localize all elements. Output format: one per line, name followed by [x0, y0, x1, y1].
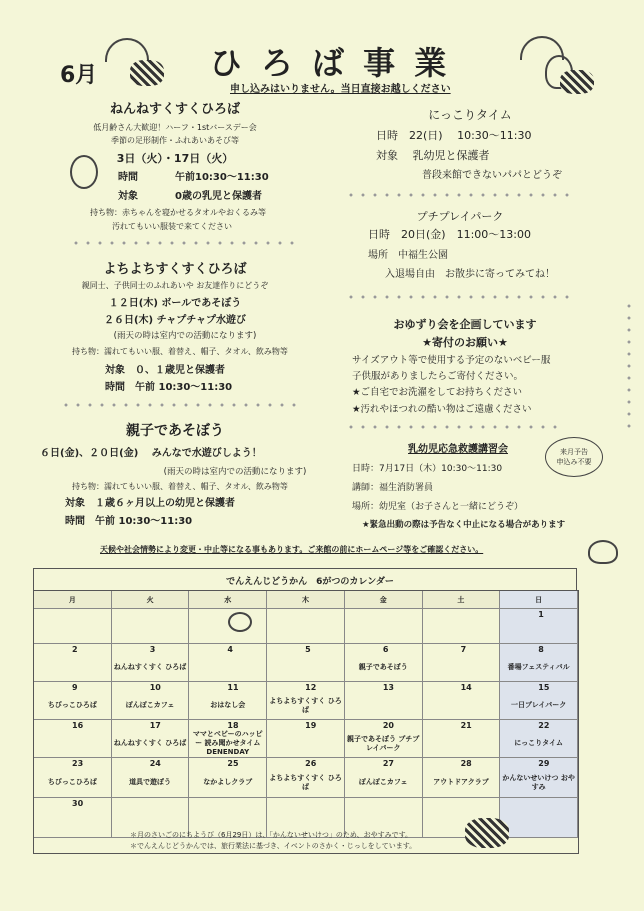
- nenne-desc1: 低月齢さん大歓迎！ハーフ・1stバースデー会: [93, 123, 257, 132]
- calendar-weekday-header: 木: [267, 591, 345, 609]
- oyako-target: 対象 １歳６ヶ月以上の幼児と保護者: [65, 498, 235, 509]
- calendar-footer1: ＊月のさいごのにちようび（6月29日）は、「かんないせいけつ」のため、おやすみです。: [130, 831, 413, 839]
- calendar-event: にっこりタイム: [514, 739, 563, 748]
- calendar-day-cell: [34, 609, 112, 644]
- calendar-day-cell: [500, 682, 578, 720]
- calendar-event: ぽんぽこカフェ: [125, 701, 175, 710]
- puchi-date: 日時 20日(金) 11:00～13:00: [368, 228, 531, 241]
- calendar-day-number: 5: [305, 645, 311, 654]
- month-label: 6月: [60, 63, 98, 88]
- calendar-day-number: 4: [227, 645, 233, 654]
- calendar-day-cell: [500, 609, 578, 644]
- nikkori-note: 普段来館できないパパとどうぞ: [422, 170, 562, 181]
- calendar-event: アウトドアクラブ: [433, 778, 489, 787]
- calendar-day-cell: [267, 682, 345, 720]
- calendar-day-number: 14: [460, 683, 472, 692]
- calendar-day-number: 30: [72, 799, 84, 808]
- calendar-event: ちびっこひろば: [47, 778, 97, 787]
- yochi-rain: (雨天の時は室内での活動になります): [113, 331, 257, 341]
- nenne-target: 0歳の乳児と保護者: [175, 191, 262, 202]
- calendar-day-cell: [189, 682, 267, 720]
- calendar-weekday-header: 日: [500, 591, 578, 609]
- kyukyu-place: 場所：幼児室（お子さんと一緒にどうぞ）: [352, 502, 524, 512]
- calendar-day-number: 9: [72, 683, 78, 692]
- kyukyu-badge: [545, 437, 603, 477]
- puchi-note: 入退場自由 お散歩に寄ってみてね！: [385, 269, 555, 280]
- calendar-event: 道具で遊ぼう: [129, 778, 172, 787]
- calendar-day-number: 19: [305, 721, 317, 730]
- calendar-day-number: 6: [382, 645, 389, 654]
- calendar-event: ねんねすくすく ひろば: [113, 739, 187, 748]
- calendar-weekday-header: 水: [189, 591, 267, 609]
- oyuzuri-line4: ★汚れやほつれの酷い物はご遠慮ください: [352, 404, 532, 415]
- calendar-title: でんえんじどうかん 6がつのカレンダー: [226, 577, 394, 587]
- calendar-day-cell: [423, 720, 501, 758]
- divider-dots: [345, 422, 565, 432]
- calendar-day-cell: [189, 758, 267, 798]
- calendar-day-cell: [34, 682, 112, 720]
- nenne-time-label: 時間: [118, 172, 138, 183]
- puchi-place: 場所 中福生公園: [368, 250, 448, 261]
- calendar-day-cell: [423, 644, 501, 682]
- page-title: ひ ろ ば 事 業: [209, 44, 451, 82]
- calendar-day-cell: [500, 758, 578, 798]
- calendar-weekday-header: 金: [345, 591, 423, 609]
- calendar-day-cell: [345, 609, 423, 644]
- calendar-day-number: 21: [460, 721, 472, 730]
- calendar-day-cell: [500, 720, 578, 758]
- calendar-day-number: 29: [538, 759, 550, 768]
- calendar-day-cell: [112, 609, 190, 644]
- calendar-day-number: 28: [460, 759, 472, 768]
- calendar-day-number: 3: [149, 645, 156, 654]
- calendar-day-number: 18: [227, 721, 239, 730]
- calendar-day-cell: [267, 720, 345, 758]
- calendar-day-cell: [345, 758, 423, 798]
- kyukyu-date: 日時：7月17日（木）10:30～11:30: [352, 464, 503, 474]
- calendar-footer2: ＊でんえんじどうかんでは、旅行業法に基づき、イベントのさかく・じっしをしています。: [130, 842, 417, 850]
- calendar-event: ぽんぽこカフェ: [358, 778, 408, 787]
- oyako-dates: ６日(金)、２０日(金) みんなで水遊びしよう！: [40, 448, 262, 459]
- bird-icon: [588, 540, 618, 564]
- yochi-time: 時間 午前 10:30～11:30: [105, 382, 233, 393]
- notice-banner: 天候や社会情勢により変更・中止等になる事もあります。ご来館の前にホームページ等をご確認ください。: [100, 545, 484, 554]
- calendar-day-number: 23: [72, 759, 84, 768]
- calendar-event: 親子であそぼう: [358, 663, 408, 672]
- calendar-day-number: 22: [538, 721, 550, 730]
- kyukyu-warn: ★緊急出動の際は予告なく中止になる場合があります: [362, 520, 566, 530]
- calendar-day-cell: [345, 720, 423, 758]
- divider-dots: [345, 190, 575, 200]
- calendar-day-number: 12: [305, 683, 317, 692]
- calendar-day-number: 24: [149, 759, 161, 768]
- nenne-desc2: 季節の足形制作・ふれあいあそび等: [111, 136, 239, 145]
- calendar-event: かんないせいけつ おやすみ: [502, 773, 575, 791]
- oyako-title: 親子であそぼう: [126, 423, 224, 439]
- divider-dots: [60, 400, 300, 410]
- calendar-day-cell: [500, 798, 578, 838]
- calendar-day-number: 13: [382, 683, 394, 692]
- calendar-day-number: 7: [460, 645, 467, 654]
- calendar-day-cell: [112, 758, 190, 798]
- hydrangea-icon: [465, 818, 509, 848]
- calendar-day-cell: [189, 609, 267, 644]
- kyukyu-lecturer: 講師：福生消防署員: [352, 483, 434, 493]
- calendar-day-number: 2: [72, 645, 78, 654]
- oyako-items: 持ち物：濡れてもいい服、着替え、帽子、タオル、飲み物等: [72, 482, 288, 491]
- nenne-title: ねんねすくすくひろば: [109, 102, 240, 117]
- oyako-time: 時間 午前 10:30～11:30: [65, 516, 193, 527]
- nenne-items2: 汚れてもいい服装で来てください: [112, 222, 232, 231]
- calendar-day-number: 16: [72, 721, 84, 730]
- calendar-event: ねんねすくすく ひろば: [113, 663, 187, 672]
- calendar-day-cell: [112, 720, 190, 758]
- nikkori-title: にっこりタイム: [428, 108, 512, 122]
- oyuzuri-line2: 子供服がありましたらご寄付ください。: [352, 371, 524, 382]
- divider-dots: [345, 292, 575, 302]
- yochi-items: 持ち物：濡れてもいい服、着替え、帽子、タオル、飲み物等: [72, 347, 288, 356]
- calendar-weekday-header: 火: [112, 591, 190, 609]
- calendar-weekday-header: 月: [34, 591, 112, 609]
- yochi-title: よちよちすくすくひろば: [103, 262, 247, 277]
- calendar-day-cell: [189, 720, 267, 758]
- hydrangea-icon: [560, 70, 594, 94]
- oyuzuri-line3: ★ご自宅でお洗濯をしてお持ちください: [352, 387, 523, 398]
- nenne-time: 午前10:30～11:30: [175, 172, 269, 183]
- calendar-day-cell: [112, 682, 190, 720]
- calendar-day-cell: [112, 644, 190, 682]
- calendar-event: ちびっこひろば: [47, 701, 97, 710]
- calendar-day-cell: [423, 682, 501, 720]
- baby-icon: [70, 155, 98, 189]
- puchi-title: プチプレイパーク: [416, 210, 504, 223]
- nikkori-target: 対象 乳幼児と保護者: [376, 149, 490, 162]
- calendar-day-number: 20: [382, 721, 394, 730]
- calendar-day-cell: [189, 644, 267, 682]
- nenne-items1: 持ち物：赤ちゃんを寝かせるタオルやおくるみ等: [90, 208, 266, 217]
- calendar-day-number: 11: [227, 683, 239, 692]
- calendar-day-cell: [34, 644, 112, 682]
- calendar-day-cell: [34, 758, 112, 798]
- calendar-weekday-header: 土: [423, 591, 501, 609]
- kyukyu-badge-text: 来月予告 申込み不要: [556, 448, 592, 466]
- calendar-day-cell: [500, 644, 578, 682]
- calendar-event: よちよちすくすく ひろば: [269, 773, 342, 791]
- calendar-day-cell: [345, 682, 423, 720]
- hydrangea-icon: [130, 60, 164, 86]
- divider-dots: [70, 238, 300, 248]
- oyuzuri-line1: サイズアウト等で使用する予定のないベビー服: [352, 355, 551, 366]
- calendar-event: 一日プレイパーク: [511, 701, 567, 710]
- calendar-grid: [33, 590, 579, 854]
- calendar-day-cell: [423, 609, 501, 644]
- calendar-event: なかよしクラブ: [203, 778, 253, 787]
- oyako-rain: (雨天の時は室内での活動になります): [163, 467, 307, 477]
- calendar-day-number: 17: [149, 721, 161, 730]
- oyuzuri-sub: ★寄付のお願い★: [422, 336, 508, 349]
- snail-icon: [228, 612, 252, 632]
- calendar-day-number: 1: [538, 610, 544, 619]
- calendar-day-cell: [267, 644, 345, 682]
- calendar-day-cell: [34, 798, 112, 838]
- yochi-target: 対象 ０、１歳児と保護者: [105, 365, 225, 376]
- calendar-event: よちよちすくすく ひろば: [269, 696, 342, 714]
- calendar-event: ママとベビーのハッピー 読み聞かせタイム DENENDAY: [192, 730, 263, 756]
- calendar-event: おはなし会: [210, 701, 246, 710]
- calendar-day-cell: [267, 609, 345, 644]
- notice-text: 申し込みはいりません。当日直接お越しください: [230, 84, 451, 95]
- calendar-event: 親子であそぼう プチプレイパーク: [346, 734, 420, 752]
- calendar-day-cell: [423, 758, 501, 798]
- calendar-day-number: 8: [538, 645, 544, 654]
- calendar-day-number: 10: [149, 683, 161, 692]
- calendar-day-cell: [267, 758, 345, 798]
- calendar-day-number: 15: [538, 683, 550, 692]
- yochi-desc: 親同士、子供同士のふれあいや お友達作りにどうぞ: [81, 281, 269, 290]
- yochi-line2: ２６日(木) チャプチャプ水遊び: [103, 315, 247, 326]
- calendar-day-number: 25: [227, 759, 239, 768]
- nenne-target-label: 対象: [118, 191, 138, 202]
- calendar-day-number: 27: [382, 759, 394, 768]
- vertical-dots: [625, 300, 633, 430]
- kyukyu-title: 乳幼児応急救護講習会: [408, 444, 508, 455]
- yochi-line1: １２日(木) ボールであそぼう: [108, 298, 242, 309]
- calendar-day-cell: [345, 644, 423, 682]
- calendar-day-number: 26: [305, 759, 317, 768]
- nenne-dates: 3日（火）・17日（火）: [116, 152, 234, 165]
- oyuzuri-title: おゆずり会を企画しています: [393, 318, 537, 331]
- nikkori-date: 日時 22(日) 10:30～11:30: [376, 129, 532, 142]
- calendar-event: 番場フェスティバル: [507, 663, 570, 672]
- calendar-day-cell: [34, 720, 112, 758]
